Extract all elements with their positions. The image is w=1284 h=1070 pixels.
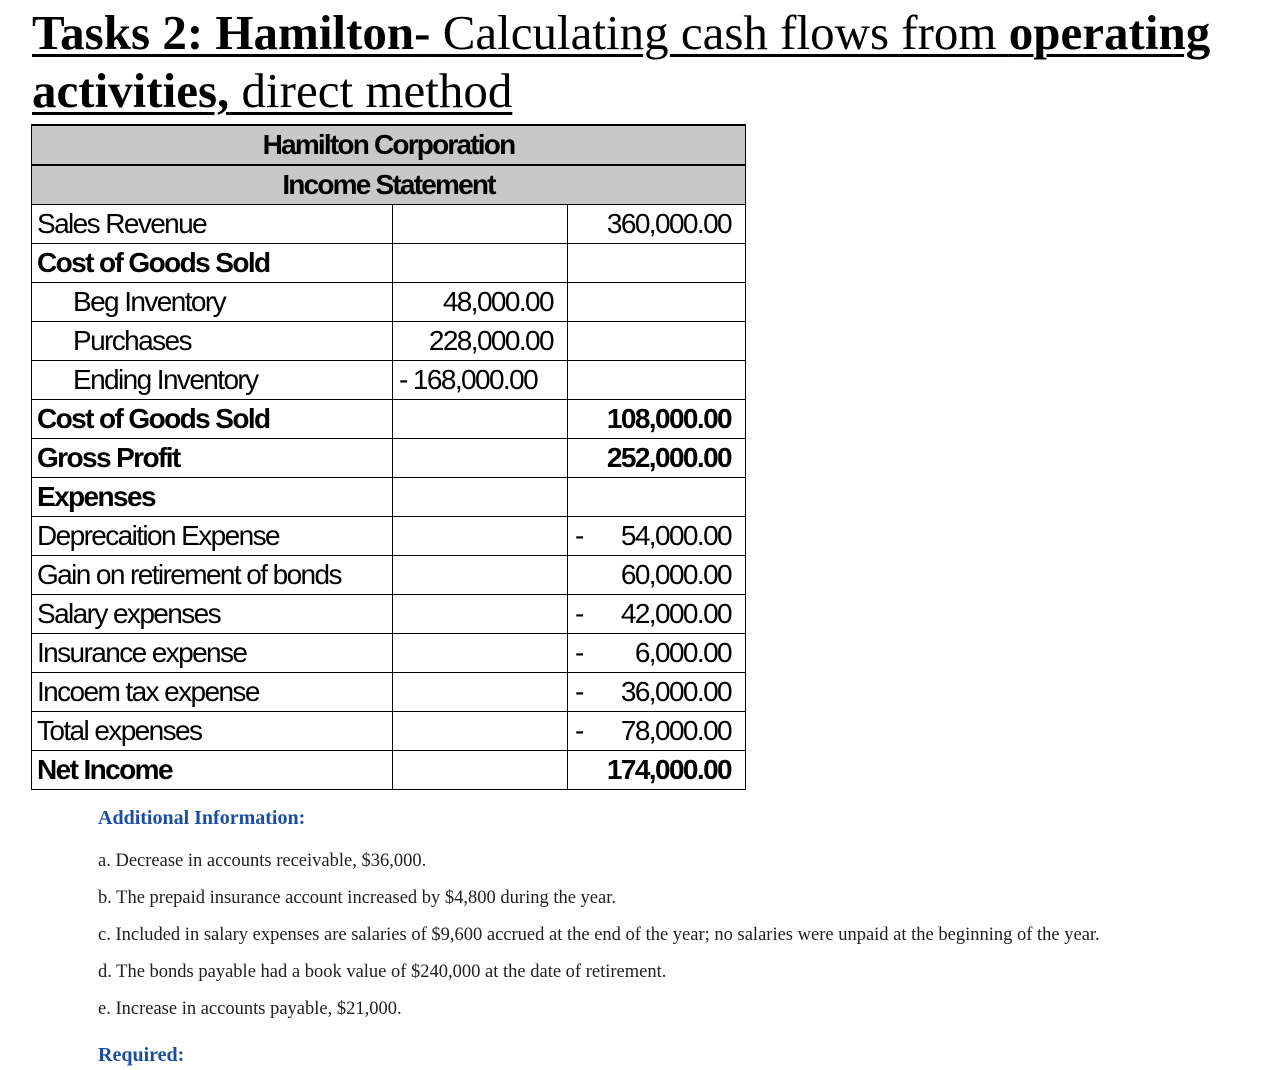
row-subtotal-value xyxy=(393,439,568,478)
row-amount-value: 174,000.00 xyxy=(606,754,732,785)
row-label: Total expenses xyxy=(32,712,393,751)
statement-row xyxy=(32,361,746,400)
statement-row xyxy=(32,712,746,751)
statement-row xyxy=(32,322,746,361)
row-label: Net Income xyxy=(32,751,393,790)
statement-row xyxy=(32,400,746,439)
row-amount-cell xyxy=(568,556,746,595)
statement-row xyxy=(32,751,746,790)
row-label: Ending Inventory xyxy=(32,361,393,400)
row-amount-value: 60,000.00 xyxy=(620,559,732,590)
row-subtotal-value xyxy=(393,478,568,517)
row-amount-cell xyxy=(568,244,746,283)
row-subtotal-value xyxy=(393,751,568,790)
row-subtotal-value xyxy=(393,517,568,556)
negative-sign: - xyxy=(575,520,583,551)
statement-header-company xyxy=(32,125,746,165)
row-label: Gross Profit xyxy=(32,439,393,478)
row-amount-cell xyxy=(568,400,746,439)
row-subtotal-value: 48,000.00 xyxy=(393,283,568,322)
row-subtotal-value xyxy=(393,400,568,439)
row-label: Deprecaition Expense xyxy=(32,517,393,556)
additional-information-list xyxy=(98,843,1100,1028)
row-amount-cell xyxy=(568,712,746,751)
statement-row xyxy=(32,439,746,478)
negative-sign: - xyxy=(575,598,583,629)
company-name: Hamilton Corporation xyxy=(32,125,746,165)
row-amount-cell xyxy=(568,595,746,634)
additional-information-item: c. Included in salary expenses are salaries of $9,600 accrued at the end of the year; no salaries were unpaid at the beginning of the year. xyxy=(98,925,1100,945)
row-label: Insurance expense xyxy=(32,634,393,673)
additional-information xyxy=(98,803,1100,1028)
required-heading: Required: xyxy=(98,1044,185,1066)
row-subtotal-value xyxy=(393,634,568,673)
negative-sign: - xyxy=(575,715,583,746)
row-amount-value: 42,000.00 xyxy=(620,598,732,629)
additional-information-item: d. The bonds payable had a book value of $240,000 at the date of retirement. xyxy=(98,962,667,982)
row-label: Expenses xyxy=(32,478,393,517)
statement-header-name xyxy=(32,165,746,205)
row-subtotal-value xyxy=(393,712,568,751)
row-amount-value: 54,000.00 xyxy=(620,520,732,551)
statement-row xyxy=(32,673,746,712)
row-subtotal-value xyxy=(393,673,568,712)
row-subtotal-value: - 168,000.00 xyxy=(393,361,568,400)
title-bold-part-2: operating activities, xyxy=(32,5,1211,118)
additional-information-item: a. Decrease in accounts receivable, $36,000. xyxy=(98,851,427,871)
additional-information-item: b. The prepaid insurance account increased by $4,800 during the year. xyxy=(98,888,616,908)
row-subtotal-value xyxy=(393,556,568,595)
row-label: Sales Revenue xyxy=(32,205,393,244)
negative-sign: - xyxy=(575,637,583,668)
row-amount-value: 360,000.00 xyxy=(606,208,732,239)
title-normal-part: Calculating cash flows from xyxy=(430,5,1009,60)
row-amount-cell xyxy=(568,517,746,556)
row-amount-value: 6,000.00 xyxy=(634,637,732,668)
row-amount-cell xyxy=(568,751,746,790)
income-statement-table xyxy=(31,124,746,790)
row-amount-cell xyxy=(568,634,746,673)
row-label: Purchases xyxy=(32,322,393,361)
statement-row xyxy=(32,595,746,634)
row-label: Incoem tax expense xyxy=(32,673,393,712)
title-bold-part: Tasks 2: Hamilton- xyxy=(32,5,431,60)
row-amount-value: 108,000.00 xyxy=(606,403,732,434)
row-amount-cell xyxy=(568,673,746,712)
row-amount-cell xyxy=(568,478,746,517)
title-normal-part-2: direct method xyxy=(229,63,513,118)
row-amount-cell xyxy=(568,439,746,478)
row-amount-cell xyxy=(568,205,746,244)
statement-row xyxy=(32,244,746,283)
statement-row xyxy=(32,283,746,322)
row-amount-value: 36,000.00 xyxy=(620,676,732,707)
row-subtotal-value: 228,000.00 xyxy=(393,322,568,361)
row-amount-cell xyxy=(568,361,746,400)
statement-name: Income Statement xyxy=(32,165,746,205)
negative-sign: - xyxy=(575,676,583,707)
statement-row xyxy=(32,556,746,595)
statement-row xyxy=(32,634,746,673)
statement-row xyxy=(32,478,746,517)
statement-row xyxy=(32,517,746,556)
additional-information-heading: Additional Information: xyxy=(98,807,306,829)
row-label: Salary expenses xyxy=(32,595,393,634)
row-amount-value: 252,000.00 xyxy=(606,442,732,473)
row-subtotal-value xyxy=(393,205,568,244)
row-subtotal-value xyxy=(393,595,568,634)
row-amount-cell xyxy=(568,322,746,361)
row-label: Beg Inventory xyxy=(32,283,393,322)
statement-row xyxy=(32,205,746,244)
row-label: Cost of Goods Sold xyxy=(32,244,393,283)
page-title xyxy=(32,4,1262,120)
row-amount-value: 78,000.00 xyxy=(620,715,732,746)
additional-information-item: e. Increase in accounts payable, $21,000. xyxy=(98,999,402,1019)
row-label: Gain on retirement of bonds xyxy=(32,556,393,595)
row-subtotal-value xyxy=(393,244,568,283)
row-amount-cell xyxy=(568,283,746,322)
row-label: Cost of Goods Sold xyxy=(32,400,393,439)
